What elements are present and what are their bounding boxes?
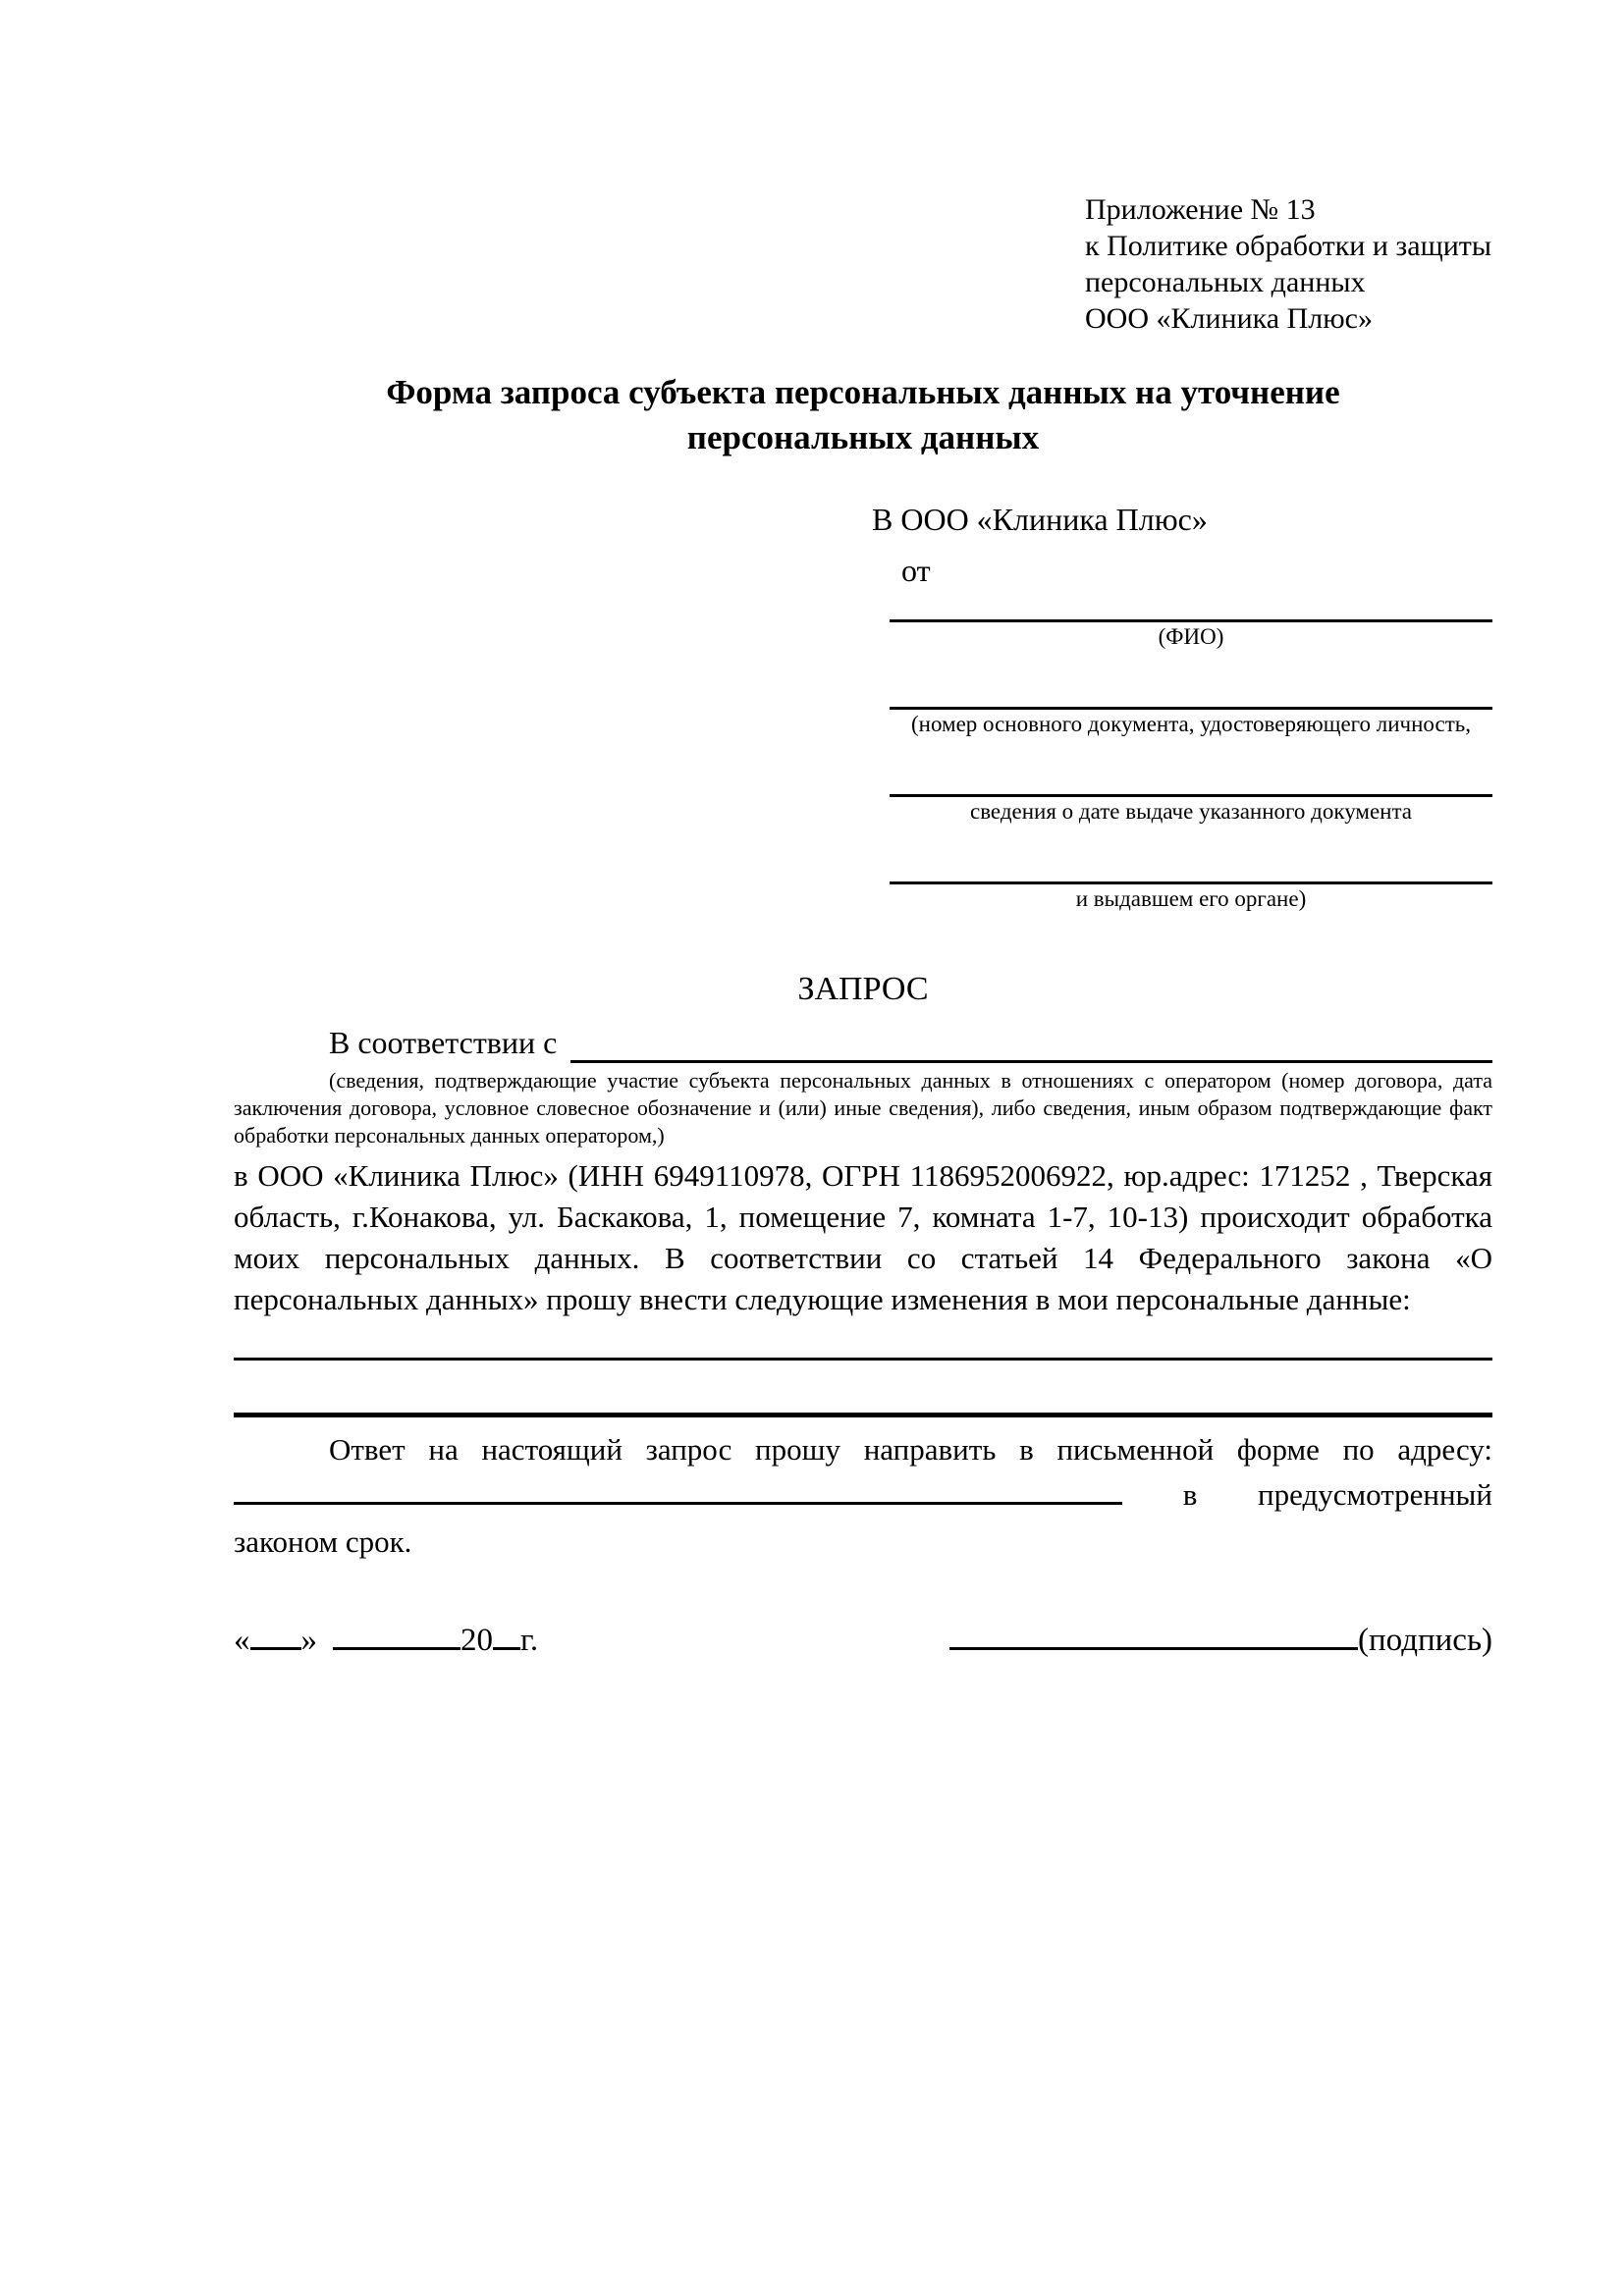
- issue-date-caption: сведения о дате выдаче указанного документа: [969, 799, 1413, 824]
- signature-blank-line: [949, 1628, 1358, 1650]
- appendix-note-line: Приложение № 13: [1085, 193, 1316, 226]
- addressee-block: [872, 500, 1492, 914]
- date-open-quote: «: [234, 1623, 250, 1658]
- document-title-line-2: персональных данных: [686, 418, 1040, 456]
- date-group: [234, 1620, 538, 1661]
- document-title-line-1: Форма запроса субъекта персональных данных на уточнение: [386, 373, 1340, 411]
- changes-blank-line-2: [234, 1361, 1492, 1417]
- accordance-row: [234, 1022, 1492, 1063]
- document-title: [234, 370, 1492, 460]
- signature-group: [949, 1620, 1492, 1661]
- appendix-note-line: к Политике обработки и защиты: [1085, 230, 1492, 262]
- reply-word-stipulated: предусмотренный: [1258, 1477, 1492, 1512]
- date-month-blank-line: [333, 1628, 460, 1650]
- addressee-to: В ООО «Клиника Плюс»: [872, 502, 1208, 537]
- appendix-note-line: персональных данных: [1085, 266, 1366, 298]
- issue-date-field: [890, 771, 1492, 827]
- doc-number-field: [890, 683, 1492, 739]
- date-year-prefix: 20: [460, 1623, 493, 1658]
- changes-blank-line-1: [234, 1322, 1492, 1361]
- date-signature-row: [234, 1620, 1492, 1661]
- reply-sentence: Ответ на настоящий запрос прошу направить в письменной форме по адресу:: [329, 1432, 1492, 1467]
- date-year-suffix: г.: [520, 1623, 539, 1658]
- issuing-authority-field: [890, 858, 1492, 914]
- fio-field: [890, 596, 1492, 652]
- fio-blank-line: [890, 596, 1492, 622]
- fio-caption: (ФИО): [1158, 624, 1224, 649]
- accordance-prefix: В соответствии с: [329, 1025, 558, 1060]
- date-year-blank-line: [493, 1628, 520, 1650]
- date-day-blank-line: [250, 1628, 301, 1650]
- date-close-quote: »: [300, 1623, 317, 1658]
- doc-number-caption: (номер основного документа, удостоверяющего личность,: [910, 712, 1471, 736]
- issuing-authority-blank-line: [890, 858, 1492, 884]
- signature-caption: (подпись): [1358, 1623, 1492, 1658]
- reply-tail: законом срок.: [234, 1524, 412, 1559]
- reply-address-blank-line: [234, 1472, 1122, 1505]
- issue-date-blank-line: [890, 771, 1492, 797]
- addressee-from-label: от: [901, 553, 931, 588]
- request-body: в ООО «Клиника Плюс» (ИНН 6949110978, ОГРН 1186952006922, юр.адрес: 171252 , Тверская область, г.Конакова, ул. Баскакова, 1, помещение 7, комната 1-7, 10-13) происходит обработка моих персональных данных. В соответствии со статьей 14 Федерального закона «О персональных данных» прошу внести следующие изменения в мои персональные данные:: [234, 1158, 1492, 1316]
- appendix-note: [1085, 191, 1492, 337]
- doc-number-blank-line: [890, 683, 1492, 710]
- issuing-authority-caption: и выдавшем его органе): [1075, 886, 1307, 911]
- accordance-blank-line: [570, 1027, 1492, 1063]
- reply-word-in: в: [1182, 1477, 1198, 1512]
- appendix-note-line: ООО «Клиника Плюс»: [1085, 302, 1373, 335]
- reply-address-row: [234, 1472, 1492, 1516]
- accordance-note: (сведения, подтверждающие участие субъекта персональных данных в отношениях с оператором (номер договора, дата заключения договора, условное словесное обозначение и (или) иные сведения), либо сведения, иным образом подтверждающие факт обработки персональных данных оператором,): [234, 1068, 1492, 1148]
- request-heading: ЗАПРОС: [797, 971, 929, 1007]
